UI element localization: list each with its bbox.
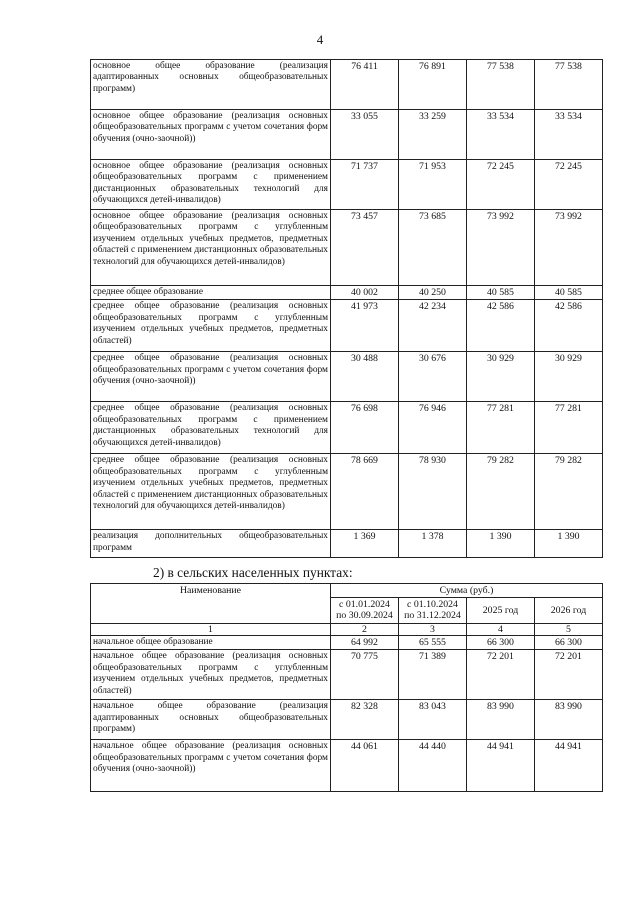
value-2025: 66 300 xyxy=(467,636,535,650)
table-row xyxy=(91,286,603,300)
value-2026: 72 201 xyxy=(535,650,603,700)
table-row xyxy=(91,402,603,454)
value-2024-q1-q3: 82 328 xyxy=(331,700,399,740)
column-number: 2 xyxy=(331,624,399,636)
row-name: основное общее образование (реализация основных общеобразовательных программ с углубленным изучением отдельных учебных предметов, предметных областей с применением дистанционных образовательных технологий для обучающихся детей-инвалидов) xyxy=(91,210,331,286)
value-2024-q4: 73 685 xyxy=(399,210,467,286)
value-2024-q1-q3: 1 369 xyxy=(331,530,399,558)
column-number-row xyxy=(91,624,603,636)
value-2024-q1-q3: 78 669 xyxy=(331,454,399,530)
table-row xyxy=(91,60,603,110)
value-2024-q4: 78 930 xyxy=(399,454,467,530)
value-2025: 72 245 xyxy=(467,160,535,210)
table-row xyxy=(91,110,603,160)
value-2024-q1-q3: 73 457 xyxy=(331,210,399,286)
table-row xyxy=(91,636,603,650)
value-2026: 73 992 xyxy=(535,210,603,286)
column-header-period: с 01.01.2024 по 30.09.2024 xyxy=(331,598,399,624)
row-name: среднее общее образование (реализация основных общеобразовательных программ с применением дистанционных образовательных технологий для обучающихся детей-инвалидов) xyxy=(91,402,331,454)
value-2024-q1-q3: 76 698 xyxy=(331,402,399,454)
value-2024-q1-q3: 44 061 xyxy=(331,740,399,792)
row-name: реализация дополнительных общеобразовательных программ xyxy=(91,530,331,558)
row-name: среднее общее образование xyxy=(91,286,331,300)
table-row xyxy=(91,530,603,558)
column-header-sum: Сумма (руб.) xyxy=(331,584,603,598)
row-name: среднее общее образование (реализация основных общеобразовательных программ с углубленным изучением отдельных учебных предметов, предметных областей с применением дистанционных образовательных технологий для обучающихся детей-инвалидов) xyxy=(91,454,331,530)
row-name: основное общее образование (реализация основных общеобразовательных программ с учетом сочетания форм обучения (очно-заочной)) xyxy=(91,110,331,160)
value-2025: 30 929 xyxy=(467,352,535,402)
value-2025: 1 390 xyxy=(467,530,535,558)
value-2024-q1-q3: 76 411 xyxy=(331,60,399,110)
table-row xyxy=(91,454,603,530)
value-2024-q4: 76 946 xyxy=(399,402,467,454)
column-number: 1 xyxy=(91,624,331,636)
table-header-row xyxy=(91,584,603,598)
value-2024-q4: 65 555 xyxy=(399,636,467,650)
row-name: начальное общее образование (реализация адаптированных основных общеобразовательных программ) xyxy=(91,700,331,740)
column-header-period: 2025 год xyxy=(467,598,535,624)
section-heading: 2) в сельских населенных пунктах: xyxy=(153,565,353,580)
value-2024-q4: 42 234 xyxy=(399,300,467,352)
value-2025: 72 201 xyxy=(467,650,535,700)
cost-table-continued xyxy=(90,59,603,558)
value-2024-q1-q3: 41 973 xyxy=(331,300,399,352)
value-2024-q4: 76 891 xyxy=(399,60,467,110)
value-2026: 79 282 xyxy=(535,454,603,530)
row-name: начальное общее образование xyxy=(91,636,331,650)
value-2024-q4: 30 676 xyxy=(399,352,467,402)
value-2024-q1-q3: 40 002 xyxy=(331,286,399,300)
row-name: начальное общее образование (реализация основных общеобразовательных программ с углубленным изучением отдельных учебных предметов, предметных областей) xyxy=(91,650,331,700)
table-row xyxy=(91,352,603,402)
value-2026: 83 990 xyxy=(535,700,603,740)
table-row xyxy=(91,300,603,352)
value-2024-q4: 1 378 xyxy=(399,530,467,558)
value-2024-q1-q3: 64 992 xyxy=(331,636,399,650)
value-2024-q4: 40 250 xyxy=(399,286,467,300)
value-2026: 72 245 xyxy=(535,160,603,210)
value-2026: 77 538 xyxy=(535,60,603,110)
table-row xyxy=(91,740,603,792)
value-2024-q1-q3: 33 055 xyxy=(331,110,399,160)
value-2025: 42 586 xyxy=(467,300,535,352)
column-header-name: Наименование xyxy=(91,584,331,624)
table-row xyxy=(91,160,603,210)
value-2024-q4: 71 389 xyxy=(399,650,467,700)
value-2025: 77 281 xyxy=(467,402,535,454)
value-2024-q1-q3: 70 775 xyxy=(331,650,399,700)
column-number: 3 xyxy=(399,624,467,636)
column-header-period: 2026 год xyxy=(535,598,603,624)
row-name: основное общее образование (реализация адаптированных основных общеобразовательных программ) xyxy=(91,60,331,110)
row-name: основное общее образование (реализация основных общеобразовательных программ с применением дистанционных образовательных технологий для обучающихся детей-инвалидов) xyxy=(91,160,331,210)
page-number: 4 xyxy=(316,32,324,47)
value-2026: 42 586 xyxy=(535,300,603,352)
value-2025: 40 585 xyxy=(467,286,535,300)
value-2026: 33 534 xyxy=(535,110,603,160)
value-2026: 30 929 xyxy=(535,352,603,402)
value-2026: 77 281 xyxy=(535,402,603,454)
table-row xyxy=(91,650,603,700)
rural-cost-table xyxy=(90,583,603,792)
value-2026: 40 585 xyxy=(535,286,603,300)
value-2025: 73 992 xyxy=(467,210,535,286)
value-2024-q4: 71 953 xyxy=(399,160,467,210)
value-2024-q1-q3: 30 488 xyxy=(331,352,399,402)
value-2024-q1-q3: 71 737 xyxy=(331,160,399,210)
value-2024-q4: 44 440 xyxy=(399,740,467,792)
value-2026: 1 390 xyxy=(535,530,603,558)
value-2025: 33 534 xyxy=(467,110,535,160)
value-2024-q4: 33 259 xyxy=(399,110,467,160)
value-2025: 77 538 xyxy=(467,60,535,110)
table-row xyxy=(91,700,603,740)
column-header-period: с 01.10.2024 по 31.12.2024 xyxy=(399,598,467,624)
value-2025: 44 941 xyxy=(467,740,535,792)
column-number: 4 xyxy=(467,624,535,636)
row-name: среднее общее образование (реализация основных общеобразовательных программ с учетом сочетания форм обучения (очно-заочной)) xyxy=(91,352,331,402)
table-row xyxy=(91,210,603,286)
value-2025: 83 990 xyxy=(467,700,535,740)
column-number: 5 xyxy=(535,624,603,636)
value-2025: 79 282 xyxy=(467,454,535,530)
value-2026: 44 941 xyxy=(535,740,603,792)
value-2024-q4: 83 043 xyxy=(399,700,467,740)
row-name: начальное общее образование (реализация основных общеобразовательных программ с учетом сочетания форм обучения (очно-заочной)) xyxy=(91,740,331,792)
row-name: среднее общее образование (реализация основных общеобразовательных программ с углубленным изучением отдельных учебных предметов, предметных областей) xyxy=(91,300,331,352)
value-2026: 66 300 xyxy=(535,636,603,650)
